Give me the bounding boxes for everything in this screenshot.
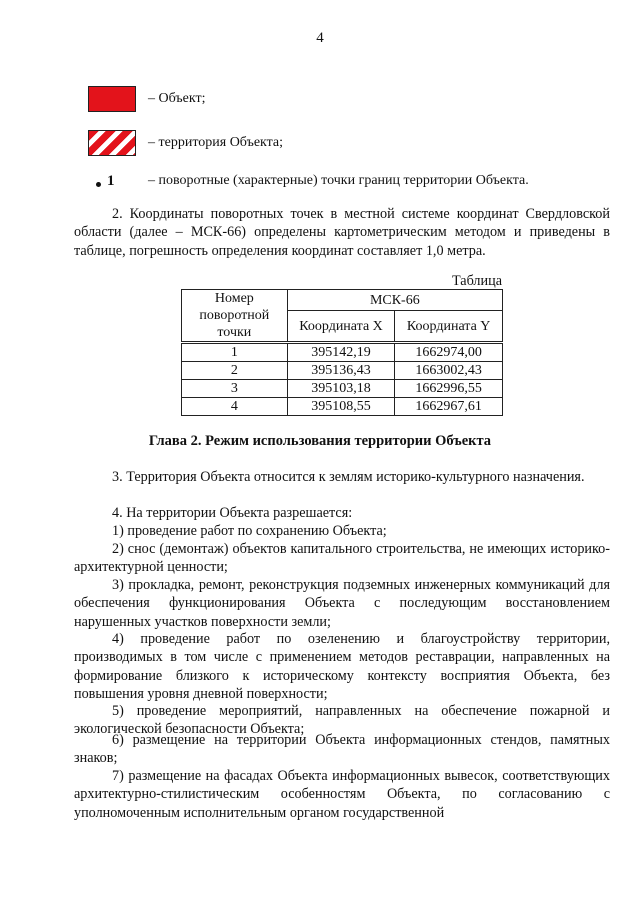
paragraph-4: 4. На территории Объекта разрешается: bbox=[112, 505, 353, 521]
item-2: 2) снос (демонтаж) объектов капитального строительства, не имеющих историко-архитектурной ценности; bbox=[74, 541, 610, 576]
cell-x: 395142,19 bbox=[287, 343, 395, 362]
item-7: 7) размещение на фасадах Объекта информационных вывесок, соответствующих архитектурно-стилистическим особенностям Объекта, по согласованию с уполномоченным исполнительным органом государственной bbox=[74, 768, 610, 821]
cell-point: 3 bbox=[182, 380, 288, 398]
chapter-heading: Глава 2. Режим использования территории Объекта bbox=[148, 433, 492, 449]
legend-object-text: – Объект; bbox=[148, 91, 206, 106]
header-point-number: Номер поворотной точки bbox=[182, 290, 288, 343]
cell-y: 1662974,00 bbox=[395, 343, 503, 362]
table-row bbox=[182, 398, 503, 416]
header-coordinate-y: Координата Y bbox=[395, 311, 503, 343]
item-6: 6) размещение на территории Объекта информационных стендов, памятных знаков; bbox=[74, 732, 610, 767]
point-dot-icon bbox=[96, 182, 101, 187]
cell-x: 395136,43 bbox=[287, 362, 395, 380]
turning-point-marker bbox=[96, 173, 115, 190]
cell-y: 1662967,61 bbox=[395, 398, 503, 416]
paragraph-3: 3. Территория Объекта относится к землям историко-культурного назначения. bbox=[112, 469, 585, 485]
cell-point: 2 bbox=[182, 362, 288, 380]
point-marker-label: 1 bbox=[107, 173, 115, 189]
page-number: 4 bbox=[316, 30, 324, 46]
object-red-swatch bbox=[88, 86, 136, 112]
legend-territory-text: – территория Объекта; bbox=[148, 135, 284, 150]
territory-hatched-swatch bbox=[88, 130, 136, 156]
table-row bbox=[182, 380, 503, 398]
item-3: 3) прокладка, ремонт, реконструкция подземных инженерных коммуникаций для обеспечения функционирования Объекта с последующим восстановлением нарушенных участков поверхности земли; bbox=[74, 577, 610, 630]
cell-x: 395108,55 bbox=[287, 398, 395, 416]
header-coordinate-x: Координата X bbox=[287, 311, 395, 343]
cell-y: 1662996,55 bbox=[395, 380, 503, 398]
cell-y: 1663002,43 bbox=[395, 362, 503, 380]
table-row bbox=[182, 362, 503, 380]
cell-point: 1 bbox=[182, 343, 288, 362]
item-4: 4) проведение работ по озеленению и благоустройству территории, производимых в том числе с применением методов реставрации, направленных на формирование близкого к историческому контексту восприятия Объекта, без повышения уровня дневной поверхности; bbox=[74, 631, 610, 702]
cell-x: 395103,18 bbox=[287, 380, 395, 398]
coordinates-table bbox=[181, 289, 503, 416]
header-coordinate-system: МСК-66 bbox=[287, 290, 502, 311]
legend-points-text: – поворотные (характерные) точки границ территории Объекта. bbox=[148, 173, 529, 188]
table-caption: Таблица bbox=[451, 273, 502, 289]
table-row bbox=[182, 343, 503, 362]
item-5: 5) проведение мероприятий, направленных на обеспечение пожарной и экологической безопасности Объекта; bbox=[74, 703, 610, 738]
paragraph-coordinates: 2. Координаты поворотных точек в местной системе координат Свердловской области (далее – МСК-66) определены картометрическим методом и приведены в таблице, погрешность определения координат составляет 1,0 метра. bbox=[74, 206, 610, 259]
cell-point: 4 bbox=[182, 398, 288, 416]
item-1: 1) проведение работ по сохранению Объекта; bbox=[112, 523, 387, 539]
